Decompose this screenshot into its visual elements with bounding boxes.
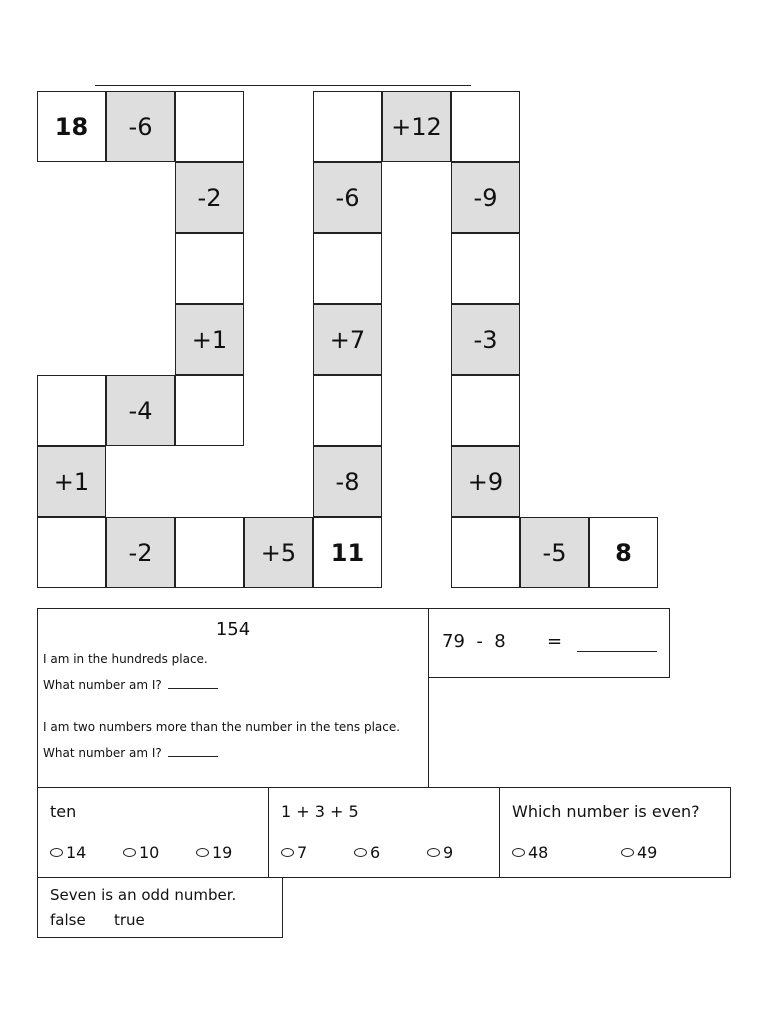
maze-blank-cell[interactable] [451,91,520,162]
maze-operation-cell: +5 [244,517,313,588]
option-48[interactable]: 48 [512,843,548,862]
hundreds-clue: I am in the hundreds place. [43,652,208,666]
question-text: What number am I? [43,746,162,760]
hundreds-question [43,678,218,692]
maze-operation-cell: -5 [520,517,589,588]
radio-icon [621,848,634,857]
maze-operation-cell: -2 [106,517,175,588]
answer-line[interactable] [577,651,657,652]
maze-number-cell: 8 [589,517,658,588]
radio-icon [281,848,294,857]
place-value-number: 154 [215,619,251,640]
false-option[interactable]: false [50,911,86,929]
maze-blank-cell[interactable] [37,517,106,588]
maze-blank-cell[interactable] [313,233,382,304]
subtraction-box [428,608,670,678]
tens-question [43,746,218,760]
maze-number-cell: 18 [37,91,106,162]
true-option[interactable]: true [114,911,145,929]
answer-line[interactable] [168,755,218,757]
word-number-box [37,787,269,878]
option-49[interactable]: 49 [621,843,657,862]
radio-icon [512,848,525,857]
radio-icon [354,848,367,857]
maze-blank-cell[interactable] [175,91,244,162]
equals-sign: = [547,631,563,652]
maze-operation-cell: -2 [175,162,244,233]
answer-line[interactable] [168,687,218,689]
option-19[interactable]: 19 [196,843,232,862]
option-9[interactable]: 9 [427,843,453,862]
maze-blank-cell[interactable] [175,375,244,446]
option-10[interactable]: 10 [123,843,159,862]
place-value-box [37,608,429,788]
maze-operation-cell: -3 [451,304,520,375]
maze-operation-cell: -8 [313,446,382,517]
addition-expression: 1 + 3 + 5 [281,802,359,821]
maze-blank-cell[interactable] [175,517,244,588]
maze-operation-cell: +12 [382,91,451,162]
option-14[interactable]: 14 [50,843,86,862]
maze-operation-cell: -6 [106,91,175,162]
maze-blank-cell[interactable] [37,375,106,446]
maze-operation-cell: +1 [175,304,244,375]
maze-operation-cell: +7 [313,304,382,375]
maze-operation-cell: -9 [451,162,520,233]
maze-blank-cell[interactable] [313,91,382,162]
odd-statement: Seven is an odd number. [50,886,237,904]
radio-icon [196,848,209,857]
radio-icon [427,848,440,857]
question-text: What number am I? [43,678,162,692]
tens-clue: I am two numbers more than the number in the tens place. [43,720,401,734]
maze-operation-cell: +1 [37,446,106,517]
maze-operation-cell: -6 [313,162,382,233]
maze-operation-cell: +9 [451,446,520,517]
subtraction-expression: 79 - 8 [442,631,506,652]
maze-blank-cell[interactable] [451,233,520,304]
maze-number-cell: 11 [313,517,382,588]
radio-icon [50,848,63,857]
maze-operation-cell: -4 [106,375,175,446]
even-number-box [499,787,731,878]
radio-icon [123,848,136,857]
maze-blank-cell[interactable] [313,375,382,446]
addition-box [268,787,500,878]
maze-blank-cell[interactable] [451,517,520,588]
odd-statement-box [37,877,283,938]
name-line [95,85,471,86]
number-word: ten [50,802,77,821]
option-7[interactable]: 7 [281,843,307,862]
maze-blank-cell[interactable] [175,233,244,304]
option-6[interactable]: 6 [354,843,380,862]
maze-blank-cell[interactable] [451,375,520,446]
even-question: Which number is even? [512,802,700,821]
